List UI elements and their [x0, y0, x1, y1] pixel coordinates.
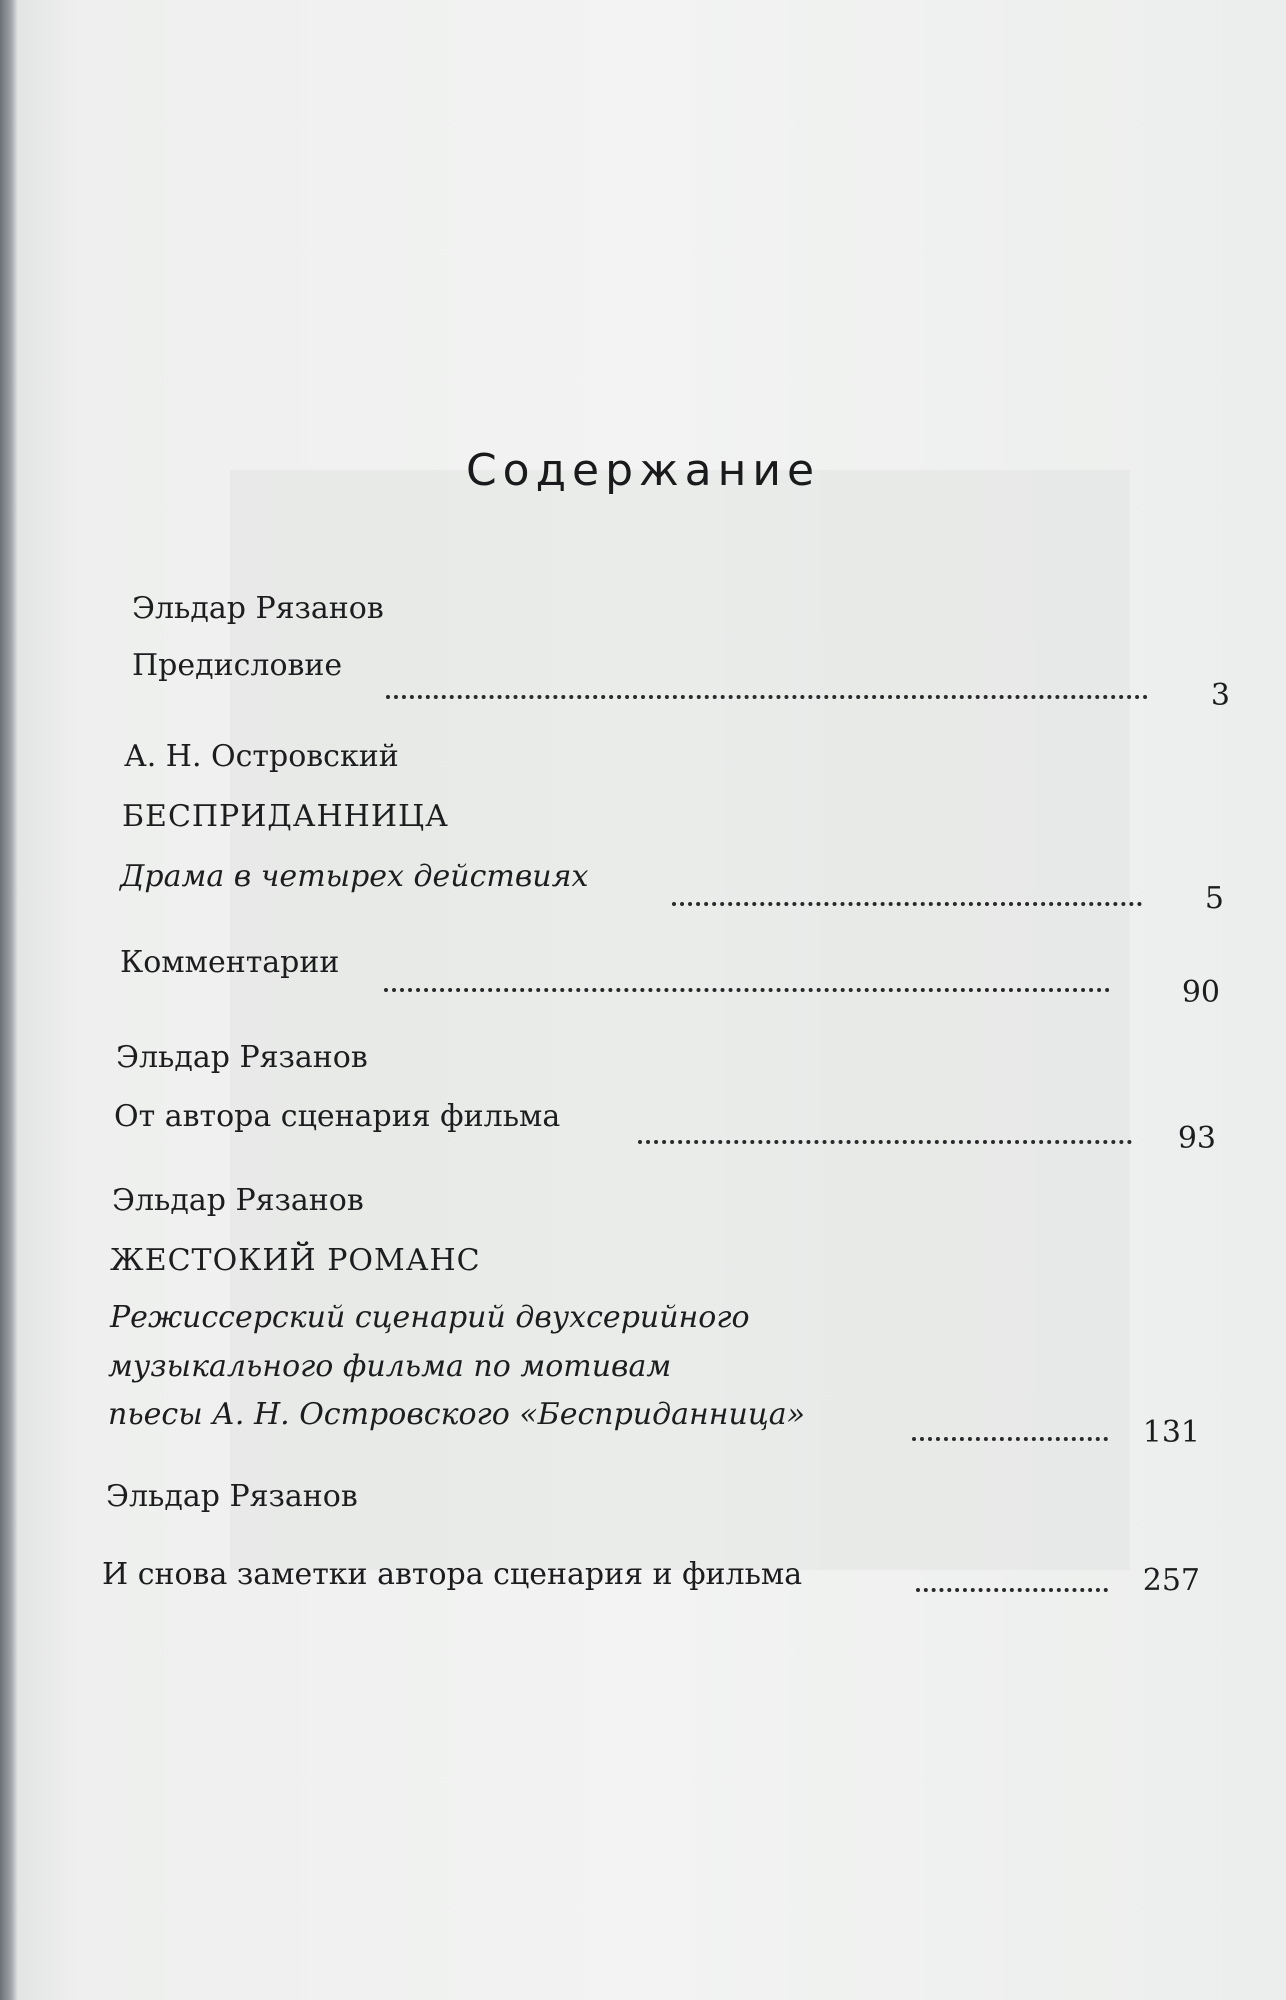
toc-author: Эльдар Рязанов [106, 1479, 358, 1514]
page-spine-shadow [0, 0, 18, 2000]
toc-leader-dots [386, 695, 1148, 699]
toc-entry-title: От автора сценария фильма [114, 1099, 561, 1134]
toc-page-number: 257 [1142, 1563, 1200, 1598]
toc-leader-dots [912, 1437, 1108, 1441]
toc-entry-title: Комментарии [120, 945, 340, 980]
toc-page-number: 131 [1142, 1415, 1200, 1450]
toc-author: Эльдар Рязанов [116, 1040, 368, 1075]
toc-page-number: 5 [1204, 881, 1224, 916]
page-title: Содержание [465, 445, 821, 496]
toc-entry-subtitle: пьесы А. Н. Островского «Бесприданница» [108, 1397, 806, 1432]
toc-author: А. Н. Островский [124, 739, 399, 774]
toc-page-number: 90 [1181, 975, 1220, 1010]
toc-leader-dots [916, 1588, 1108, 1592]
toc-entry-title: И снова заметки автора сценария и фильма [102, 1557, 803, 1592]
toc-author: Эльдар Рязанов [112, 1183, 364, 1218]
toc-author: Эльдар Рязанов [132, 591, 384, 626]
toc-entry-heading: БЕСПРИДАННИЦА [122, 799, 449, 834]
toc-entry-subtitle: музыкального фильма по мотивам [108, 1349, 672, 1384]
toc-page-number: 3 [1210, 678, 1230, 713]
toc-page-number: 93 [1177, 1121, 1216, 1156]
toc-leader-dots [672, 902, 1142, 906]
toc-leader-dots [384, 988, 1110, 992]
toc-leader-dots [638, 1140, 1132, 1144]
toc-entry-subtitle: Драма в четырех действиях [120, 859, 589, 894]
toc-entry-heading: ЖЕСТОКИЙ РОМАНС [110, 1243, 481, 1278]
toc-entry-subtitle: Режиссерский сценарий двухсерийного [110, 1300, 750, 1335]
toc-entry-title: Предисловие [132, 648, 343, 683]
